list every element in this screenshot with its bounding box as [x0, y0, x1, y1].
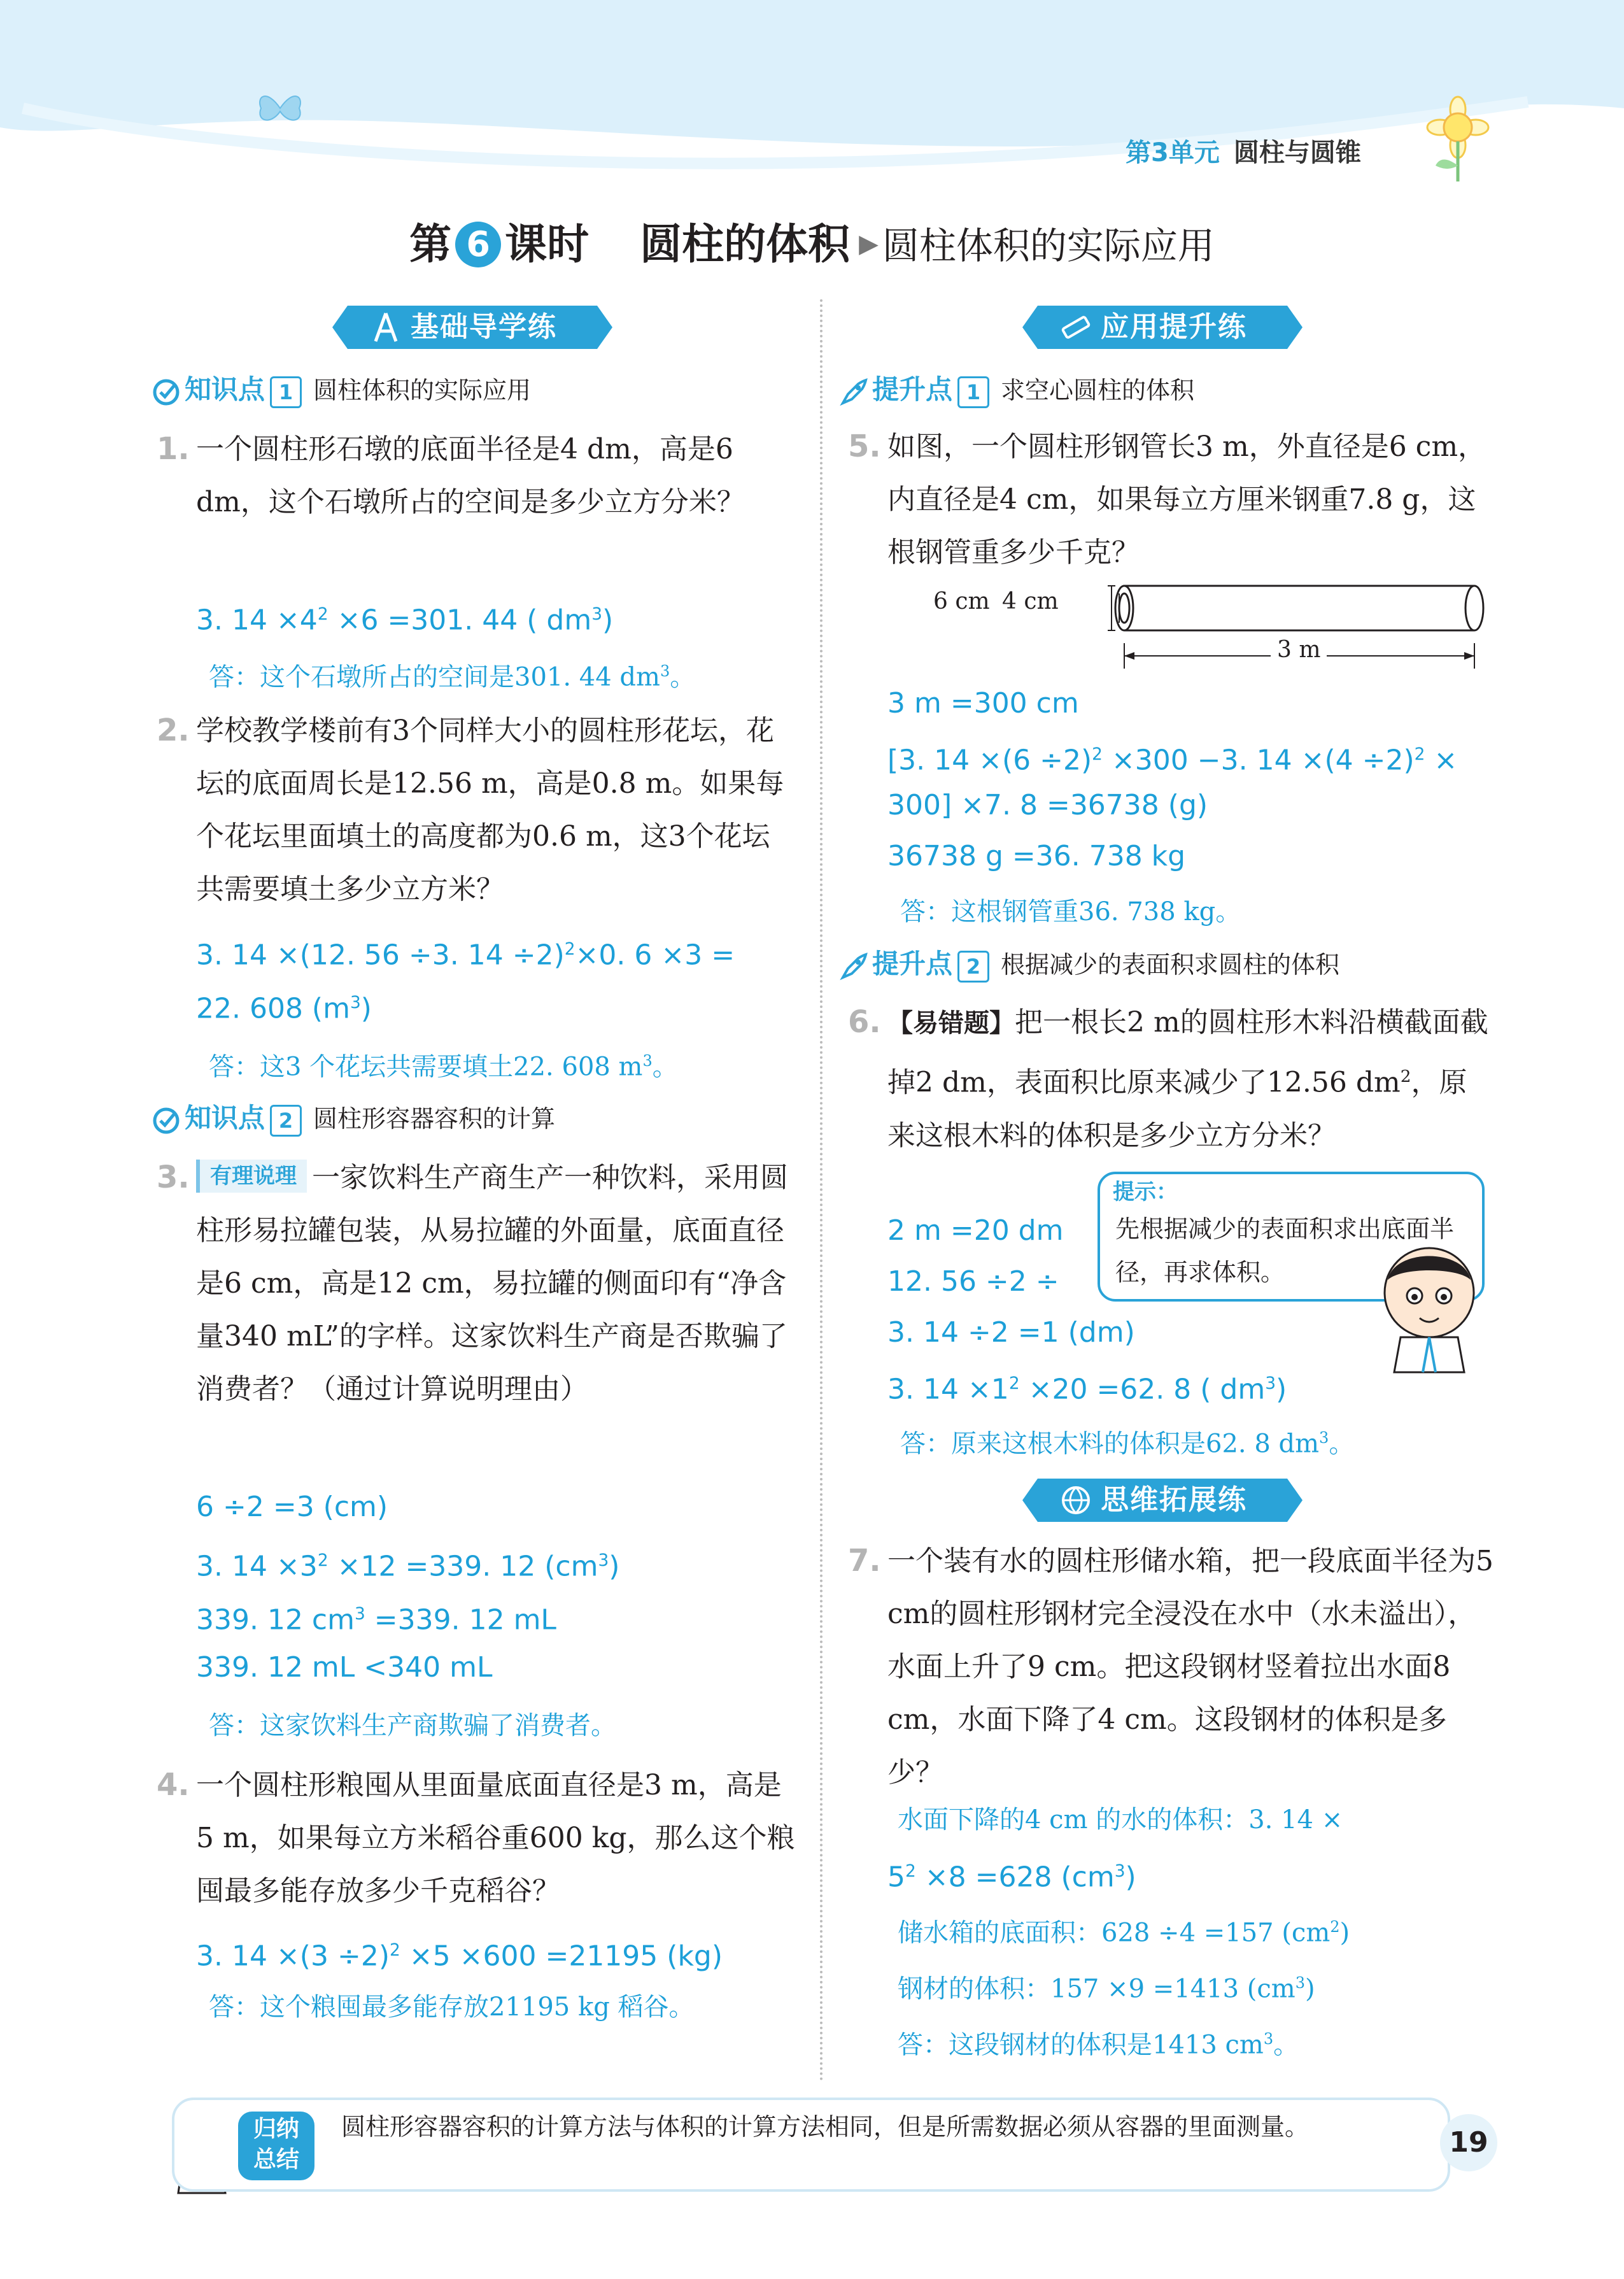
kp-number: 2: [270, 1105, 302, 1137]
hint-text: 先根据减少的表面积求出底面半径，再求体积。: [1115, 1215, 1455, 1286]
p3-answer-line-4: 339. 12 mL <340 mL: [196, 1651, 493, 1684]
problem-number: 4.: [157, 1767, 190, 1803]
kp-number: 1: [270, 376, 302, 408]
p7-answer-line-1: 水面下降的4 cm 的水的体积：3. 14 ×: [898, 1805, 1343, 1835]
summary-label: 归纳 总结: [238, 2112, 314, 2180]
pipe-figure: [933, 573, 1493, 681]
kp-label: 提升点: [872, 374, 953, 405]
p3-answer-line-1: 6 ÷2 =3 (cm): [196, 1491, 388, 1523]
kp-label: 提升点: [872, 948, 953, 979]
kp-title: 求空心圆柱的体积: [1001, 376, 1195, 404]
error-prone-tag: 【易错题】: [887, 1009, 1015, 1038]
p5-final-answer: 答：这根钢管重36. 738 kg。: [900, 897, 1241, 927]
p7-answer-line-4: 钢材的体积：157 ×9 =1413 $(cm^3)$: [898, 1974, 1315, 2004]
kp-title: 根据减少的表面积求圆柱的体积: [1001, 951, 1340, 979]
problem-text: 学校教学楼前有3个同样大小的圆柱形花坛，花坛的底面周长是12.56 m，高是0.8 m。如果每个花坛里面填土的高度都为0.6 m，这3个花坛共需要填土多少立方米？: [196, 714, 784, 905]
summary-text: 圆柱形容器容积的计算方法与体积的计算方法相同，但是所需数据必须从容器的里面测量。: [341, 2113, 1310, 2141]
column-divider: [820, 299, 823, 2082]
problem-text: 如图，一个圆柱形钢管长3 m，外直径是6 cm，内直径是4 cm，如果每立方厘米钢重7.8 g，这根钢管重多少千克？: [887, 430, 1486, 569]
problem-number: 2.: [157, 713, 190, 748]
p3-answer-line-3: 339. 12 $cm^3 =339$. 12 mL: [196, 1603, 556, 1636]
banner-basic-practice: [332, 303, 612, 351]
p4-answer-line-1: 3. $14 \times(3 \div 2)^2 \times 5 \times 600 =21195$ (kg): [196, 1940, 723, 1973]
p6-answer-line-4: 3. $14 \times 1^2 \times 20 =62$. 8 ( $dm^3$): [887, 1373, 1287, 1406]
rocket-icon: [839, 952, 868, 981]
knowledge-point-1: [152, 372, 531, 408]
p2-answer-line-2: 22. 608 $(m^3)$: [196, 992, 372, 1025]
unit-name: 圆柱与圆锥: [1233, 138, 1361, 167]
improvement-point-1: [839, 372, 1194, 408]
p6-answer-line-1: 2 m =20 dm: [887, 1214, 1064, 1247]
kp-title: 圆柱形容器容积的计算: [313, 1105, 556, 1133]
banner-thinking-extension: [1022, 1476, 1303, 1524]
unit-number: 第3单元: [1126, 138, 1220, 167]
title-main: 圆柱的体积: [640, 220, 851, 269]
hint-label: 提示：: [1113, 1179, 1178, 1205]
unit-label: [1126, 132, 1361, 169]
problem-7: [848, 1535, 1493, 1799]
header-band: [0, 0, 1624, 191]
butterfly-icon: [255, 86, 306, 131]
problem-6: [848, 996, 1493, 1162]
problem-text: 把一根长2 m的圆柱形木料沿横截面截掉2 dm，表面积比原来减少了12.56 dm: [887, 1006, 1488, 1099]
target-icon: [152, 1106, 181, 1135]
page-number: 19: [1440, 2114, 1497, 2171]
cartoon-boy-icon: [1369, 1235, 1490, 1375]
problem-4: [157, 1759, 796, 1917]
reasoning-tag: 有理说理: [196, 1160, 307, 1193]
title-prefix: 第: [409, 220, 452, 269]
problem-text-end: ，原来这根木料的体积是多少立方分米？: [887, 1066, 1467, 1152]
sunflower-icon: [1420, 96, 1496, 185]
title-sub: 圆柱体积的实际应用: [882, 224, 1215, 267]
banner-label: 应用提升练: [1101, 311, 1247, 343]
p2-answer-line-1: 3. 14 ×(12. 56 ÷3. 14 ÷2)$^2$×0. 6 ×3 =: [196, 939, 735, 972]
pipe-length-label: 3 m: [1271, 637, 1327, 663]
p2-final-answer: 答：这3 个花坛共需要填土22. 608 $m^3$。: [209, 1052, 678, 1082]
knowledge-point-2: [152, 1100, 555, 1136]
p5-answer-line-1: 3 m =300 cm: [887, 687, 1079, 720]
title-arrow-icon: ▶: [859, 229, 879, 259]
p3-final-answer: 答：这家饮料生产商欺骗了消费者。: [209, 1711, 616, 1740]
p7-answer-line-3: 储水箱的底面积：628 ÷4 =157 $(cm^2)$: [898, 1918, 1350, 1948]
kp-title: 圆柱体积的实际应用: [313, 376, 532, 404]
kp-label: 知识点: [185, 374, 265, 405]
problem-number: 6.: [848, 1004, 881, 1040]
problem-2: [157, 704, 796, 916]
problem-number: 5.: [848, 429, 881, 464]
p4-final-answer: 答：这个粮囤最多能存放21195 kg 稻谷。: [209, 1992, 695, 2022]
outer-diameter-label: 6 cm: [933, 588, 990, 614]
problem-text: 一个装有水的圆柱形储水箱，把一段底面半径为5 cm的圆柱形钢材完全浸没在水中（水未溢出），水面上升了9 cm。把这段钢材竖着拉出水面8 cm，水面下降了4 cm。这段钢材的体积是多少？: [887, 1545, 1493, 1789]
p6-answer-line-2: 12. 56 ÷2 ÷: [887, 1265, 1059, 1298]
improvement-point-2: [839, 946, 1339, 982]
header-wave-background: [0, 0, 1624, 191]
problem-1: [157, 423, 796, 529]
problem-text: 一家饮料生产商生产一种饮料，采用圆柱形易拉罐包装，从易拉罐的外面量，底面直径是6 cm，高是12 cm，易拉罐的侧面印有“净含量340 mL”的字样。这家饮料生产商是否欺骗了消费者？（通过计算说明理由）: [196, 1161, 788, 1405]
problem-number: 7.: [848, 1543, 881, 1579]
problem-5: [848, 420, 1493, 579]
banner-applied-practice: [1022, 303, 1303, 351]
problem-number: 3.: [157, 1160, 190, 1195]
p5-answer-line-2: [3. $14 \times(6 \div 2)^2 \times 300 -3$. $14 \times(4 \div 2)^2$ ×: [887, 744, 1458, 777]
summary-box: [172, 2098, 1450, 2192]
p1-final-answer: 答：这个石墩所占的空间是301. 44 $dm^3$。: [209, 662, 696, 692]
p6-answer-line-3: 3. 14 ÷2 =1 (dm): [887, 1316, 1135, 1349]
kp-number: 1: [957, 376, 989, 408]
banner-label: 思维拓展练: [1101, 1484, 1247, 1516]
problem-3: [157, 1151, 796, 1416]
page-title: [0, 210, 1624, 271]
p5-answer-line-3: 300] ×7. 8 =36738 (g): [887, 789, 1208, 821]
rocket-icon: [839, 378, 868, 407]
kp-number: 2: [957, 951, 989, 983]
p7-answer-line-2: $5^2 \times 8 =628$ $(cm^3)$: [887, 1861, 1136, 1894]
p1-answer-line-1: 3. $14 \times 4^2 \times 6 =301$. 44 ( $dm^3$): [196, 604, 614, 637]
p3-answer-line-2: 3. $14 \times 3^2 \times 12 =339$. 12 $(cm^3)$: [196, 1550, 620, 1583]
problem-text: 一个圆柱形粮囤从里面量底面直径是3 m，高是5 m，如果每立方米稻谷重600 kg，那么这个粮囤最多能存放多少千克稻谷？: [196, 1769, 795, 1907]
problem-text-superscript: 2: [1400, 1067, 1411, 1086]
problem-text: 一个圆柱形石墩的底面半径是4 dm，高是6 dm，这个石墩所占的空间是多少立方分米？: [196, 433, 745, 518]
lesson-number-badge: 6: [455, 222, 501, 267]
p7-final-answer: 答：这段钢材的体积是1413 $cm^3$。: [898, 2030, 1299, 2060]
kp-label: 知识点: [185, 1102, 265, 1133]
problem-number: 1.: [157, 431, 190, 467]
title-lesson-suffix: 课时: [505, 220, 590, 269]
banner-label: 基础导学练: [411, 311, 557, 343]
target-icon: [152, 378, 181, 407]
inner-diameter-label: 4 cm: [1002, 588, 1059, 614]
p5-answer-line-4: 36738 g =36. 738 kg: [887, 840, 1186, 872]
p6-final-answer: 答：原来这根木料的体积是62. 8 $dm^3$。: [900, 1429, 1355, 1459]
